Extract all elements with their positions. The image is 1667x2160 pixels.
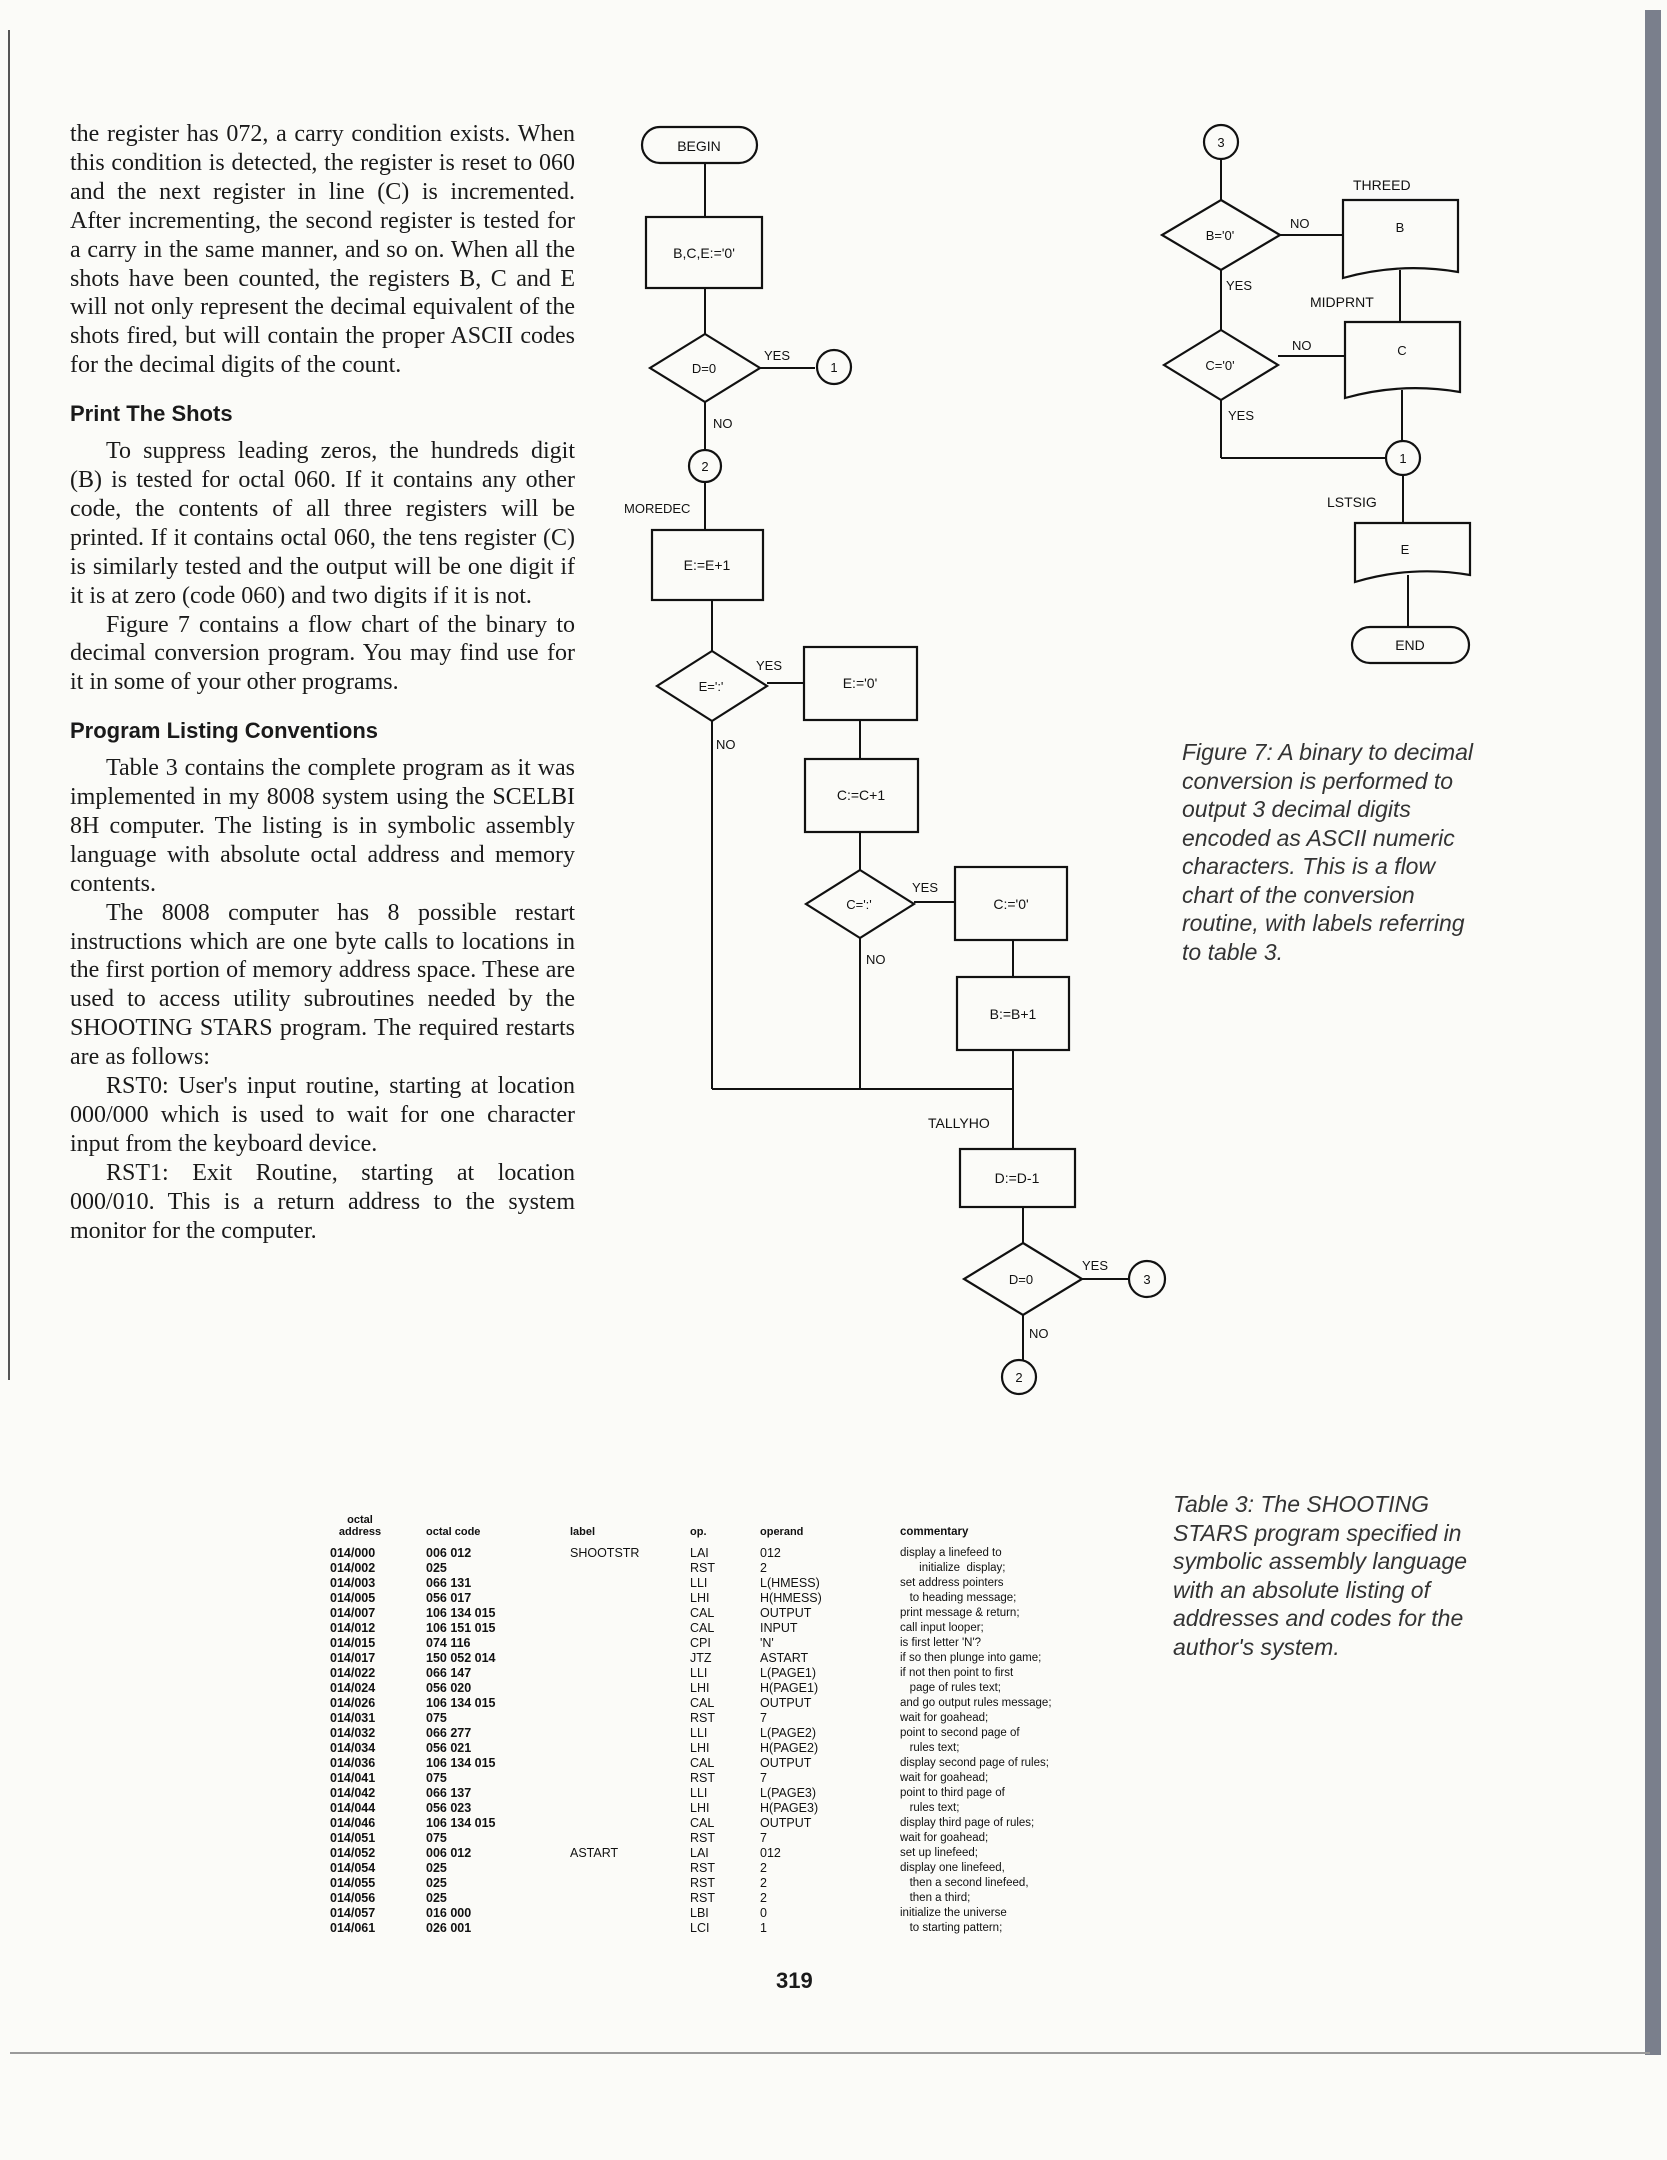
table-row [330,1696,1160,1711]
cell-operand: 2 [760,1561,767,1575]
table-row [330,1846,1160,1861]
cell-code: 075 [426,1831,447,1845]
table-row [330,1681,1160,1696]
cell-comment: if not then point to first [900,1667,1014,1679]
cell-operand: INPUT [760,1621,798,1635]
d-zero-label: D=0 [691,361,717,376]
cell-comment: rules text; [900,1742,960,1754]
connector-label: 1 [830,360,838,375]
table-caption: Table 3: The SHOOTING STARS program specified in symbolic assembly language with an absolute listing of addresses and codes for the author's system. [1173,1491,1468,1660]
table-row [330,1591,1160,1606]
label-moredec: MOREDEC [624,501,691,516]
table-row [330,1921,1160,1936]
table-row [330,1666,1160,1681]
e-reset-label: E:='0' [842,675,878,691]
table-row [330,1906,1160,1921]
table-row [330,1876,1160,1891]
cell-addr: 014/051 [330,1831,376,1845]
cell-comment: display second page of rules; [900,1757,1049,1769]
cell-code: 106 151 015 [426,1621,496,1635]
cell-operand: ASTART [760,1651,809,1665]
cell-op: CAL [690,1696,715,1710]
cell-comment: then a second linefeed, [900,1877,1029,1889]
cell-operand: 7 [760,1711,767,1725]
cell-code: 025 [426,1561,447,1575]
section-heading: Print The Shots [70,401,233,427]
cell-comment: set up linefeed; [900,1847,979,1859]
cell-comment: and go output rules message; [900,1697,1052,1709]
cell-addr: 014/024 [330,1681,376,1695]
cell-addr: 014/012 [330,1621,376,1635]
cell-code: 006 012 [426,1546,472,1560]
cell-operand: H(PAGE1) [760,1681,819,1695]
cell-op: RST [690,1861,715,1875]
table-row [330,1771,1160,1786]
print-e-document [1355,523,1470,582]
cell-addr: 014/054 [330,1861,376,1875]
table-row [330,1741,1160,1756]
cell-code: 066 137 [426,1786,472,1800]
yes-label: YES [1228,408,1255,423]
yes-label: YES [764,348,791,363]
cell-code: 025 [426,1876,447,1890]
cell-code: 026 001 [426,1921,472,1935]
no-label: NO [1290,216,1310,231]
cell-comment: rules text; [900,1802,960,1814]
cell-operand: H(PAGE3) [760,1801,819,1815]
yes-label: YES [912,880,939,895]
cell-comment: if so then plunge into game; [900,1652,1042,1664]
cell-addr: 014/007 [330,1606,376,1620]
cell-code: 106 134 015 [426,1816,496,1830]
table-row [330,1756,1160,1771]
print-b-label: B [1395,220,1405,235]
cell-code: 066 147 [426,1666,472,1680]
cell-op: LLI [690,1726,708,1740]
cell-code: 074 116 [426,1636,471,1650]
cell-code: 075 [426,1771,447,1785]
table-header [330,1510,1160,1538]
cell-op: RST [690,1876,715,1890]
init-label: B,C,E:='0' [673,245,735,261]
table-row [330,1651,1160,1666]
cell-op: JTZ [690,1651,712,1665]
cell-label: SHOOTSTR [570,1546,640,1560]
header-op: op. [690,1526,707,1538]
cell-addr: 014/031 [330,1711,376,1725]
cell-op: LLI [690,1666,708,1680]
print-b-document [1343,200,1458,278]
cell-comment: is first letter 'N'? [900,1637,982,1649]
no-label: NO [866,952,886,967]
begin-label: BEGIN [677,138,721,154]
table-row [330,1801,1160,1816]
b-increment-label: B:=B+1 [989,1006,1037,1022]
header-commentary: commentary [900,1526,969,1538]
table-body [330,1546,1160,1936]
header-label: label [570,1526,596,1538]
cell-op: CAL [690,1606,715,1620]
program-listing-table [330,1510,1160,1936]
paragraph: The 8008 computer has 8 possible restart instructions which are one byte calls to locations in the first portion of memory address space. These are used to access utility subroutines needed by the SHOOTING STARS program. The required restarts are as follows: [70,899,575,1071]
paragraph: RST0: User's input routine, starting at location 000/000 which is used to wait for one character input from the keyboard device. [70,1073,575,1157]
cell-op: LHI [690,1591,710,1605]
d-decrement-label: D:=D-1 [994,1170,1040,1186]
cell-operand: OUTPUT [760,1756,812,1770]
cell-comment: to starting pattern; [900,1922,1003,1934]
table-row [330,1546,1160,1561]
cell-addr: 014/052 [330,1846,376,1860]
cell-comment: print message & return; [900,1607,1020,1619]
cell-operand: 7 [760,1831,767,1845]
cell-op: RST [690,1711,715,1725]
cell-op: LHI [690,1801,710,1815]
cell-code: 056 020 [426,1681,472,1695]
cell-addr: 014/005 [330,1591,376,1605]
cell-operand: H(PAGE2) [760,1741,819,1755]
connector-label: 2 [1015,1370,1023,1385]
paragraph: Figure 7 contains a flow chart of the binary to decimal conversion program. You may find use for it in some of your other programs. [70,611,575,696]
no-label: NO [1292,338,1312,353]
cell-operand: OUTPUT [760,1816,812,1830]
connector-label: 1 [1399,451,1407,466]
label-midprnt: MIDPRNT [1310,294,1374,310]
paragraph: RST1: Exit Routine, starting at location 000/010. This is a return address to the system monitor for the computer. [70,1159,575,1244]
cell-op: CAL [690,1756,715,1770]
connector-label: 3 [1143,1272,1151,1287]
b-zero-label: B='0' [1205,228,1235,243]
cell-operand: OUTPUT [760,1696,812,1710]
cell-operand: L(PAGE1) [760,1666,817,1680]
c-reset-label: C:='0' [993,896,1029,912]
cell-code: 066 131 [426,1576,472,1590]
header-address: octal address [338,1514,382,1538]
cell-code: 066 277 [426,1726,472,1740]
c-increment-label: C:=C+1 [836,787,886,803]
cell-op: LAI [690,1546,709,1560]
cell-addr: 014/036 [330,1756,376,1770]
connector-label: 2 [701,459,709,474]
table-row [330,1831,1160,1846]
cell-code: 150 052 014 [426,1651,496,1665]
label-lstsig: LSTSIG [1327,494,1377,510]
table-row [330,1726,1160,1741]
cell-op: LAI [690,1846,709,1860]
cell-addr: 014/002 [330,1561,376,1575]
cell-op: RST [690,1891,715,1905]
cell-comment: wait for goahead; [900,1832,989,1844]
cell-addr: 014/017 [330,1651,376,1665]
cell-operand: H(HMESS) [760,1591,822,1605]
cell-op: LHI [690,1681,710,1695]
cell-code: 025 [426,1891,447,1905]
print-c-document [1345,322,1460,398]
cell-comment: initialize display; [900,1562,1006,1574]
label-tallyho: TALLYHO [928,1115,990,1131]
cell-operand: OUTPUT [760,1606,812,1620]
cell-op: CAL [690,1621,715,1635]
header-code: octal code [426,1526,481,1538]
cell-op: LLI [690,1576,708,1590]
table-row [330,1606,1160,1621]
cell-op: RST [690,1561,715,1575]
cell-operand: 2 [760,1861,767,1875]
cell-code: 106 134 015 [426,1756,496,1770]
print-c-label: C [1397,343,1407,358]
cell-comment: wait for goahead; [900,1712,989,1724]
cell-operand: 1 [760,1921,767,1935]
cell-comment: wait for goahead; [900,1772,989,1784]
connector-label: 3 [1217,135,1225,150]
cell-code: 056 023 [426,1801,472,1815]
cell-op: LCI [690,1921,710,1935]
page-number: 319 [776,1968,813,1993]
section-heading: Program Listing Conventions [70,718,379,744]
table-row [330,1711,1160,1726]
cell-operand: 2 [760,1891,767,1905]
end-label: END [1395,637,1425,653]
yes-label: YES [1226,278,1253,293]
cell-code: 056 021 [426,1741,472,1755]
cell-op: CPI [690,1636,711,1650]
cell-code: 016 000 [426,1906,472,1920]
cell-operand: 'N' [760,1636,774,1650]
cell-addr: 014/022 [330,1666,376,1680]
cell-comment: display one linefeed, [900,1862,1005,1874]
paragraph: Table 3 contains the complete program as it was implemented in my 8008 system using the SCELBI 8H computer. The listing is in symbolic assembly language with absolute octal address and memory contents. [70,755,575,897]
cell-operand: L(PAGE2) [760,1726,817,1740]
no-label: NO [1029,1326,1049,1341]
cell-operand: 2 [760,1876,767,1890]
table-row [330,1891,1160,1906]
table-row [330,1576,1160,1591]
cell-addr: 014/044 [330,1801,376,1815]
table-row [330,1816,1160,1831]
cell-code: 006 012 [426,1846,472,1860]
cell-code: 025 [426,1861,447,1875]
table-row [330,1621,1160,1636]
cell-addr: 014/046 [330,1816,376,1830]
table-row [330,1636,1160,1651]
c-zero-label: C='0' [1205,358,1235,373]
print-e-label: E [1400,542,1410,557]
cell-addr: 014/034 [330,1741,376,1755]
cell-op: LBI [690,1906,709,1920]
figure-caption: Figure 7: A binary to decimal conversion is performed to output 3 decimal digits encoded as ASCII numeric characters. This is a flow chart of the conversion routine, with labels referring to table 3. [1182,739,1474,965]
cell-comment: set address pointers [900,1577,1004,1589]
cell-comment: display third page of rules; [900,1817,1035,1829]
cell-comment: call input looper; [900,1622,984,1634]
cell-addr: 014/057 [330,1906,376,1920]
table-row [330,1861,1160,1876]
label-threed: THREED [1353,177,1411,193]
cell-comment: initialize the universe [900,1907,1007,1919]
cell-comment: point to third page of [900,1787,1005,1799]
cell-code: 106 134 015 [426,1696,496,1710]
cell-comment: to heading message; [900,1592,1017,1604]
e-increment-label: E:=E+1 [683,557,731,573]
cell-addr: 014/055 [330,1876,376,1890]
cell-label: ASTART [570,1846,619,1860]
cell-addr: 014/061 [330,1921,376,1935]
paragraph: the register has 072, a carry condition exists. When this condition is detected, the register is reset to 060 and the next register in line (C) is incremented. After incrementing, the second register is tested for a carry in the same manner, and so on. When all the shots have been counted, the registers B, C and E will not only represent the decimal equivalent of the shots fired, but will contain the proper ASCII codes for the decimal digits of the count. [70,121,575,379]
cell-addr: 014/000 [330,1546,376,1560]
yes-label: YES [756,658,783,673]
d-zero-label: D=0 [1008,1272,1034,1287]
cell-addr: 014/056 [330,1891,376,1905]
yes-label: YES [1082,1258,1109,1273]
cell-comment: then a third; [900,1892,971,1904]
table-row [330,1561,1160,1576]
cell-code: 106 134 015 [426,1606,496,1620]
cell-op: LLI [690,1786,708,1800]
cell-code: 056 017 [426,1591,472,1605]
cell-operand: 012 [760,1546,781,1560]
cell-operand: L(HMESS) [760,1576,820,1590]
table-row [330,1786,1160,1801]
cell-addr: 014/026 [330,1696,376,1710]
cell-op: RST [690,1831,715,1845]
e-colon-label: E=':' [698,679,724,694]
cell-comment: display a linefeed to [900,1547,1002,1559]
cell-addr: 014/003 [330,1576,376,1590]
cell-code: 075 [426,1711,447,1725]
cell-operand: 7 [760,1771,767,1785]
no-label: NO [716,737,736,752]
cell-comment: point to second page of [900,1727,1020,1739]
cell-op: CAL [690,1816,715,1830]
cell-op: RST [690,1771,715,1785]
no-label: NO [713,416,733,431]
cell-comment: page of rules text; [900,1682,1002,1694]
cell-addr: 014/015 [330,1636,376,1650]
cell-operand: L(PAGE3) [760,1786,817,1800]
header-operand: operand [760,1526,804,1538]
c-colon-label: C=':' [846,897,872,912]
paragraph: To suppress leading zeros, the hundreds digit (B) is tested for octal 060. If it contains any other code, the contents of all three registers will be printed. If it contains octal 060, the tens register (C) is similarly tested and the output will be one digit if it is at zero (code 060) and two digits if it is not. [70,438,575,609]
cell-operand: 0 [760,1906,767,1920]
cell-operand: 012 [760,1846,781,1860]
cell-op: LHI [690,1741,710,1755]
cell-addr: 014/032 [330,1726,376,1740]
cell-addr: 014/041 [330,1771,376,1785]
cell-addr: 014/042 [330,1786,376,1800]
